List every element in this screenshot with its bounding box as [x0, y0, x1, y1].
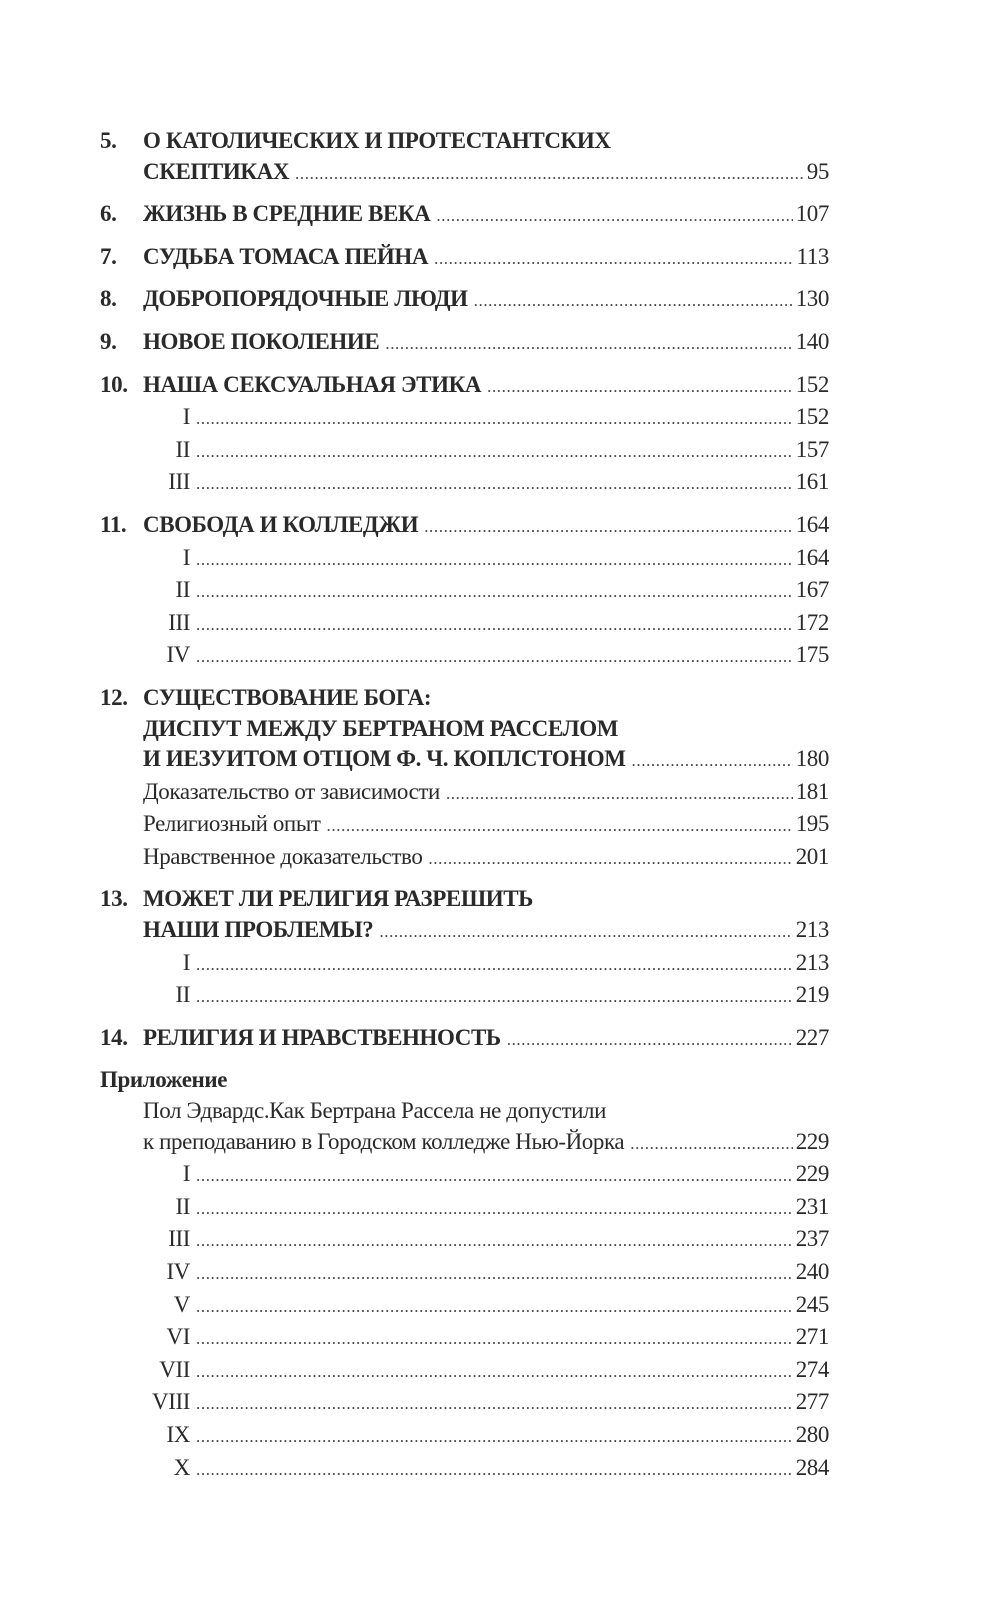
- chapter-title: ДОБРОПОРЯДОЧНЫЕ ЛЮДИ: [143, 286, 468, 312]
- page-number: 152: [795, 371, 829, 397]
- part-numeral: III: [168, 469, 190, 495]
- dot-leader: [632, 746, 793, 777]
- chapter-title-line[interactable]: [100, 1023, 829, 1056]
- toc-subentry[interactable]: [100, 608, 829, 641]
- dot-leader: [196, 437, 793, 468]
- chapter-title-line[interactable]: [100, 157, 829, 190]
- chapter-number: 5.: [100, 128, 117, 153]
- page-number: 140: [795, 328, 829, 354]
- chapter-title-line[interactable]: [100, 510, 829, 543]
- toc-subentry[interactable]: [100, 402, 829, 435]
- page-number: 231: [795, 1193, 829, 1219]
- page-number: 161: [795, 469, 829, 495]
- part-numeral: IV: [166, 1259, 190, 1284]
- chapter-number: 8.: [100, 286, 117, 312]
- dot-leader: [196, 1357, 793, 1388]
- dot-leader: [196, 1455, 793, 1486]
- chapter-title-line[interactable]: [100, 683, 829, 714]
- appendix-title: Пол Эдвардс.Как Бертрана Рассела не допустили: [143, 1098, 607, 1124]
- page-number: 240: [795, 1259, 829, 1284]
- part-numeral: VI: [166, 1324, 190, 1350]
- chapter-number: 12.: [100, 684, 128, 710]
- page-number: 229: [795, 1128, 829, 1154]
- dot-leader: [196, 577, 793, 608]
- part-numeral: X: [173, 1454, 190, 1480]
- chapter-title-line[interactable]: [100, 915, 829, 948]
- page-number: 172: [795, 609, 829, 635]
- toc-chapter: [100, 683, 829, 875]
- dot-leader: [196, 1161, 793, 1192]
- page-number: 195: [795, 811, 829, 837]
- section-title: Нравственное доказательство: [143, 843, 423, 869]
- appendix-title: к преподаванию в Городском колледже Нью-Йорка: [143, 1128, 625, 1154]
- toc-subentry[interactable]: [100, 1257, 829, 1290]
- page-number: 130: [795, 286, 829, 312]
- toc-subentry[interactable]: [100, 1290, 829, 1323]
- dot-leader: [487, 372, 793, 403]
- page-number: 229: [795, 1161, 829, 1187]
- chapter-title: МОЖЕТ ЛИ РЕЛИГИЯ РАЗРЕШИТЬ: [143, 886, 533, 912]
- chapter-title-line[interactable]: [100, 370, 829, 403]
- toc-appendix: [100, 1065, 829, 1485]
- page-number: 219: [795, 982, 829, 1008]
- section-title: Религиозный опыт: [143, 811, 321, 837]
- page-number: 157: [795, 436, 829, 462]
- chapter-number: 6.: [100, 201, 117, 227]
- dot-leader: [295, 159, 804, 190]
- part-numeral: I: [182, 544, 190, 570]
- part-numeral: I: [182, 1161, 190, 1187]
- dot-leader: [196, 610, 793, 641]
- chapter-title: НАША СЕКСУАЛЬНАЯ ЭТИКА: [143, 371, 482, 397]
- page-number: 227: [795, 1024, 829, 1050]
- dot-leader: [446, 779, 793, 810]
- toc-chapter: [100, 284, 829, 317]
- page-number: 164: [795, 511, 829, 537]
- page-number: 271: [795, 1324, 829, 1350]
- part-numeral: III: [168, 609, 190, 635]
- chapter-number: 11.: [100, 511, 127, 537]
- toc-section[interactable]: [100, 777, 829, 810]
- toc-section[interactable]: [100, 842, 829, 875]
- part-numeral: I: [182, 949, 190, 975]
- chapter-title: НОВОЕ ПОКОЛЕНИЕ: [143, 328, 380, 354]
- page-number: 107: [795, 201, 829, 227]
- dot-leader: [379, 917, 792, 948]
- dot-leader: [196, 1389, 793, 1420]
- dot-leader: [196, 545, 793, 576]
- dot-leader: [424, 512, 793, 543]
- chapter-title: НАШИ ПРОБЛЕМЫ?: [143, 917, 374, 943]
- page-number: 175: [795, 642, 829, 668]
- dot-leader: [196, 1422, 793, 1453]
- chapter-title-line[interactable]: [100, 126, 829, 157]
- toc-subentry[interactable]: [100, 640, 829, 673]
- chapter-number: 13.: [100, 886, 128, 912]
- part-numeral: III: [168, 1226, 190, 1252]
- dot-leader: [327, 811, 793, 842]
- chapter-title: ДИСПУТ МЕЖДУ БЕРТРАНОМ РАССЕЛОМ: [143, 715, 619, 741]
- appendix-heading: Приложение: [100, 1067, 228, 1093]
- chapter-title-line[interactable]: [100, 327, 829, 360]
- page-number: 180: [795, 746, 829, 772]
- toc-subentry[interactable]: [100, 575, 829, 608]
- toc-subentry[interactable]: [100, 1387, 829, 1420]
- chapter-title: СУДЬБА ТОМАСА ПЕЙНА: [143, 243, 429, 269]
- dot-leader: [196, 642, 793, 673]
- chapter-title: СВОБОДА И КОЛЛЕДЖИ: [143, 511, 419, 537]
- section-title: Доказательство от зависимости: [143, 778, 440, 804]
- chapter-title: ЖИЗНЬ В СРЕДНИЕ ВЕКА: [143, 201, 431, 227]
- toc-subentry[interactable]: [100, 948, 829, 981]
- table-of-contents: [100, 126, 829, 1485]
- chapter-title-line[interactable]: [100, 242, 829, 275]
- page-number: 280: [795, 1421, 829, 1447]
- chapter-title-line[interactable]: [100, 714, 829, 745]
- dot-leader: [434, 244, 793, 275]
- toc-chapter: [100, 1023, 829, 1056]
- page-number: 152: [795, 404, 829, 430]
- part-numeral: V: [173, 1291, 190, 1317]
- dot-leader: [630, 1129, 792, 1160]
- dot-leader: [196, 950, 793, 981]
- chapter-title: СКЕПТИКАХ: [143, 158, 290, 184]
- page-number: 164: [795, 544, 829, 570]
- dot-leader: [196, 1194, 793, 1225]
- part-numeral: IV: [166, 642, 190, 668]
- chapter-title: РЕЛИГИЯ И НРАВСТВЕННОСТЬ: [143, 1024, 501, 1050]
- dot-leader: [196, 1226, 793, 1257]
- chapter-title-line[interactable]: [100, 744, 829, 777]
- toc-chapter: [100, 884, 829, 1012]
- toc-subentry[interactable]: [100, 1453, 829, 1486]
- page-number: 181: [795, 778, 829, 804]
- page-number: 245: [795, 1291, 829, 1317]
- toc-subentry[interactable]: [100, 1159, 829, 1192]
- part-numeral: II: [175, 982, 190, 1008]
- part-numeral: II: [175, 577, 190, 603]
- part-numeral: II: [175, 1193, 190, 1219]
- dot-leader: [428, 844, 792, 875]
- toc-subentry[interactable]: [100, 1355, 829, 1388]
- dot-leader: [196, 404, 793, 435]
- dot-leader: [385, 329, 792, 360]
- toc-chapter: [100, 242, 829, 275]
- chapter-number: 9.: [100, 328, 117, 354]
- toc-subentry[interactable]: [100, 1420, 829, 1453]
- toc-subentry[interactable]: [100, 1224, 829, 1257]
- chapter-title-line[interactable]: [100, 884, 829, 915]
- page-number: 95: [806, 158, 829, 184]
- dot-leader: [196, 469, 793, 500]
- dot-leader: [196, 1324, 793, 1355]
- appendix-title-line[interactable]: [100, 1096, 829, 1127]
- part-numeral: II: [175, 436, 190, 462]
- dot-leader: [196, 982, 793, 1013]
- toc-subentry[interactable]: [100, 543, 829, 576]
- chapter-title: И ИЕЗУИТОМ ОТЦОМ Ф. Ч. КОПЛСТОНОМ: [143, 746, 626, 772]
- dot-leader: [436, 201, 792, 232]
- toc-chapter: [100, 370, 829, 500]
- part-numeral: I: [182, 404, 190, 430]
- chapter-number: 7.: [100, 243, 117, 269]
- toc-section[interactable]: [100, 809, 829, 842]
- dot-leader: [507, 1025, 793, 1056]
- chapter-number: 10.: [100, 371, 128, 397]
- page-number: 277: [795, 1389, 829, 1415]
- dot-leader: [196, 1292, 793, 1323]
- chapter-title-line[interactable]: [100, 199, 829, 232]
- part-numeral: IX: [166, 1421, 190, 1447]
- page-number: 201: [795, 843, 829, 869]
- part-numeral: VII: [159, 1356, 190, 1382]
- toc-subentry[interactable]: [100, 1192, 829, 1225]
- toc-chapter: [100, 327, 829, 360]
- part-numeral: VIII: [152, 1389, 190, 1415]
- dot-leader: [196, 1259, 793, 1290]
- toc-subentry[interactable]: [100, 467, 829, 500]
- page-number: 213: [795, 917, 829, 943]
- toc-chapter: [100, 510, 829, 673]
- toc-chapter: [100, 199, 829, 232]
- page-number: 113: [796, 243, 829, 269]
- chapter-title-line[interactable]: [100, 284, 829, 317]
- page-number: 213: [795, 949, 829, 975]
- chapter-number: 14.: [100, 1024, 128, 1050]
- toc-subentry[interactable]: [100, 1322, 829, 1355]
- chapter-title: О КАТОЛИЧЕСКИХ И ПРОТЕСТАНТСКИХ: [143, 128, 611, 153]
- chapter-title: СУЩЕСТВОВАНИЕ БОГА:: [143, 684, 432, 710]
- page-number: 237: [795, 1226, 829, 1252]
- appendix-title-line[interactable]: [100, 1127, 829, 1160]
- page-number: 274: [795, 1356, 829, 1382]
- page-number: 167: [795, 577, 829, 603]
- toc-subentry[interactable]: [100, 980, 829, 1013]
- dot-leader: [474, 286, 793, 317]
- toc-chapter: [100, 126, 829, 189]
- toc-subentry[interactable]: [100, 435, 829, 468]
- page-number: 284: [795, 1454, 829, 1480]
